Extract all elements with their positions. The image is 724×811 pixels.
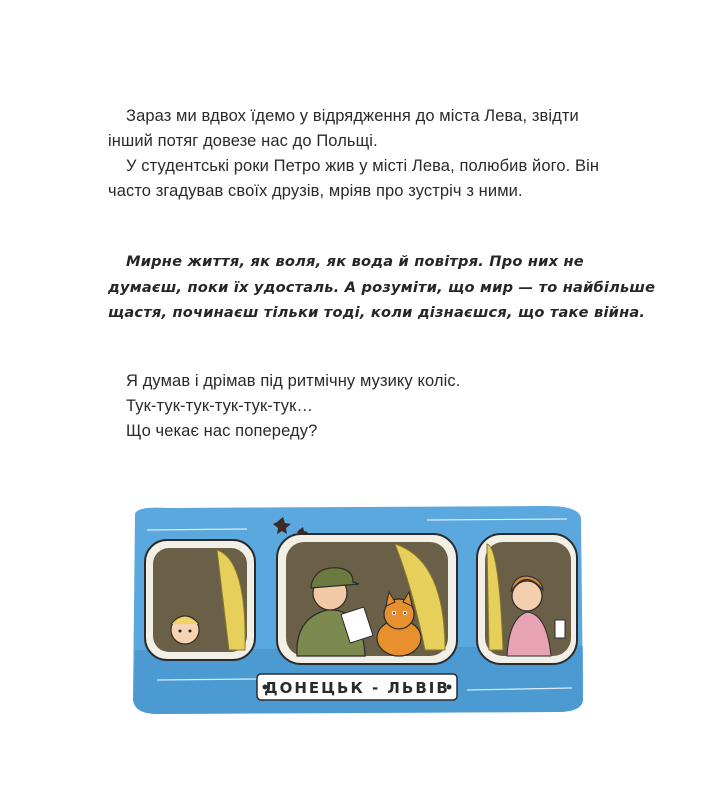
text-line: Зараз ми вдвох їдемо у відрядження до міста Лева, звідти bbox=[126, 107, 579, 125]
quote-line: щастя, починаєш тільки тодi, коли дізнаєшся, що таке війна. bbox=[108, 304, 646, 321]
text-line: часто згадував своїх друзів, мріяв про зустріч з ними. bbox=[108, 182, 523, 200]
text-line: Тук-тук-тук-тук-тук-тук… bbox=[126, 397, 314, 415]
quote-line: Мирне життя, як воля, як вода й повітря. Про них не bbox=[126, 253, 584, 270]
paragraph-block-1 bbox=[108, 104, 608, 204]
train-window-left bbox=[145, 540, 255, 660]
train-illustration bbox=[127, 500, 587, 720]
closing-block bbox=[108, 369, 608, 444]
route-sign bbox=[257, 674, 457, 700]
train-window-right bbox=[477, 534, 577, 664]
text-line: У студентські роки Петро жив у місті Лева, полюбив його. Він bbox=[126, 157, 600, 175]
quote-block bbox=[108, 249, 656, 326]
route-sign-label: ДОНЕЦЬК - ЛЬВІВ bbox=[264, 679, 450, 697]
text-line: Я думав і дрімав під ритмічну музику коліс. bbox=[126, 372, 461, 390]
text-line: Що чекає нас попереду? bbox=[126, 422, 318, 440]
quote-line: думаєш, поки їх удосталь. А розумiти, що мир — то найбільше bbox=[108, 278, 656, 296]
train-window-center bbox=[277, 534, 457, 664]
text-line: інший потяг довезе нас до Польщі. bbox=[108, 132, 378, 150]
